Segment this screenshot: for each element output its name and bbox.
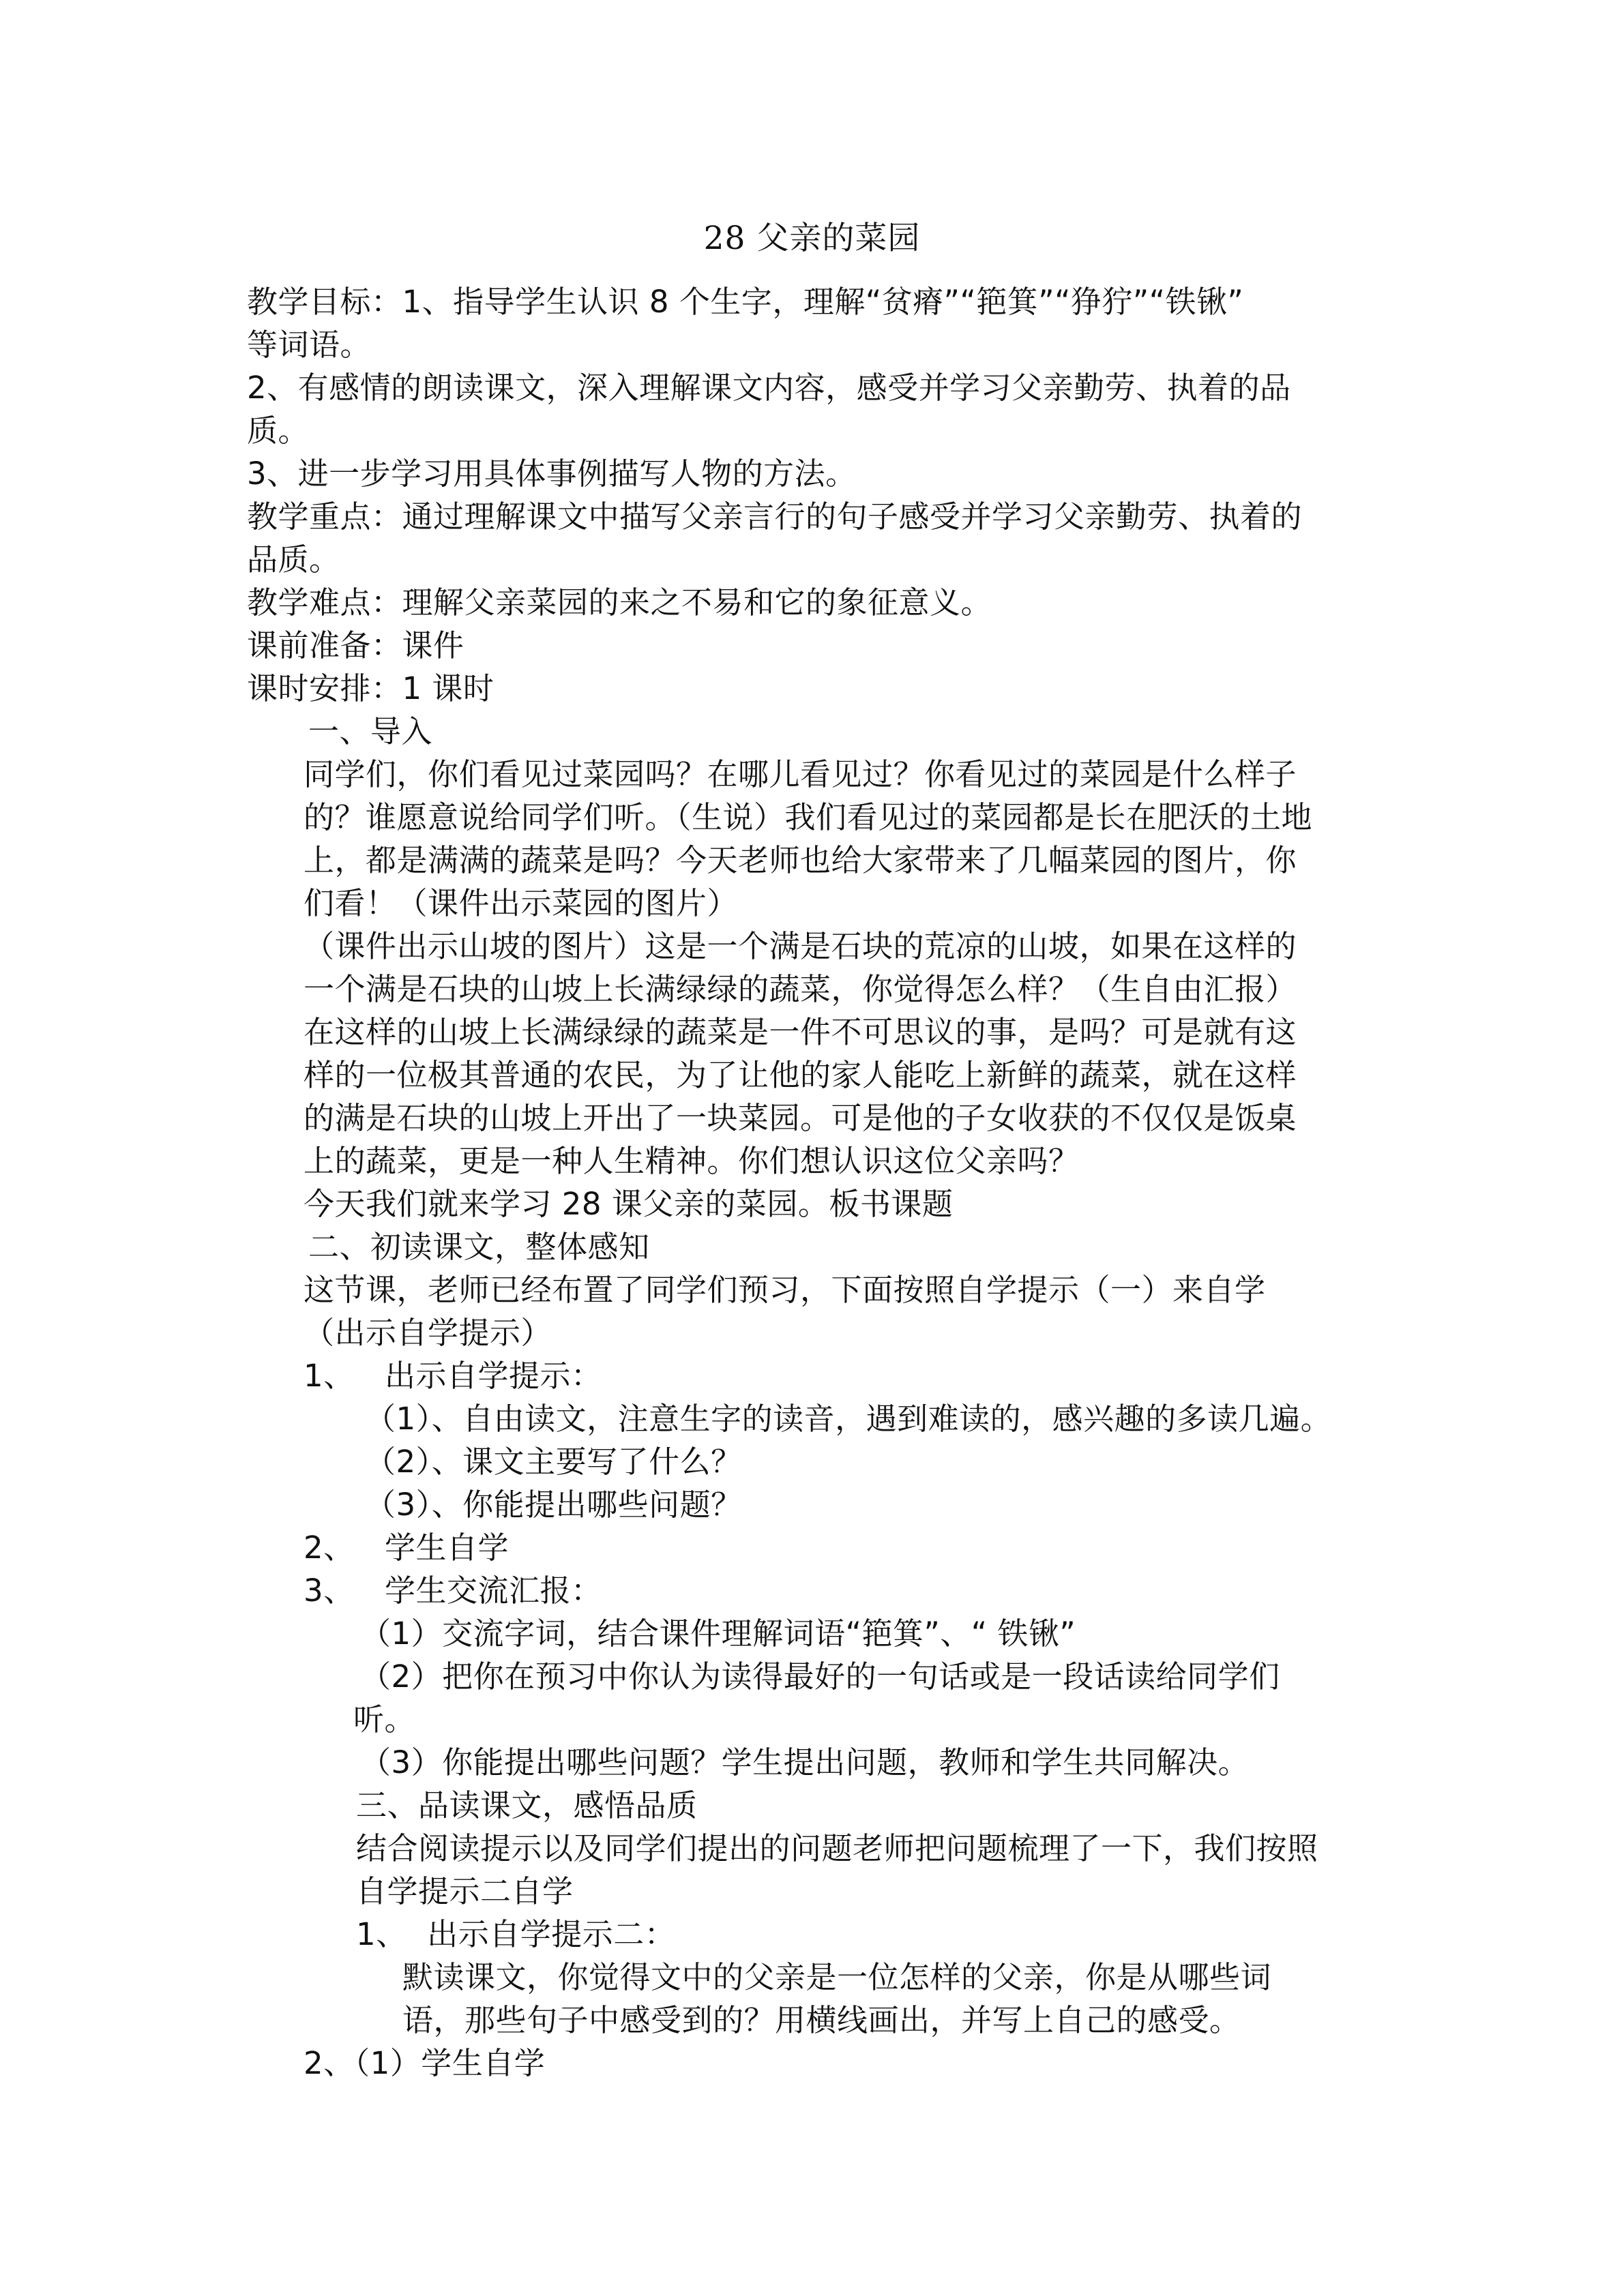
text-line: 教学目标：1、指导学生认识 8 个生字，理解“贫瘠”“筢箕”“狰狞”“铁锹” xyxy=(247,284,1244,320)
text-line: 等词语。 xyxy=(247,327,372,363)
text-line: 自学提示二自学 xyxy=(356,1873,574,1909)
text-line: 教学重点：通过理解课文中描写父亲言行的句子感受并学习父亲勤劳、执着的 xyxy=(247,498,1303,535)
text-line: 课前准备：课件 xyxy=(247,627,464,664)
section-heading: 一、导入 xyxy=(308,713,433,749)
text-line: 同学们，你们看见过菜园吗？在哪儿看见过？你看见过的菜园是什么样子 xyxy=(304,756,1297,792)
text-line: 教学难点：理解父亲菜园的来之不易和它的象征意义。 xyxy=(247,584,992,621)
list-item: （3）你能提出哪些问题？学生提出问题，教师和学生共同解决。 xyxy=(360,1744,1250,1780)
section-heading: 三、品读课文，感悟品质 xyxy=(356,1787,698,1823)
text-line: 们看！（课件出示菜园的图片） xyxy=(304,885,739,921)
text-line: 2、有感情的朗读课文，深入理解课文内容，感受并学习父亲勤劳、执着的品 xyxy=(247,370,1291,406)
text-line: 的满是石块的山坡上开出了一块菜园。可是他的子女收获的不仅仅是饭桌 xyxy=(304,1100,1297,1136)
text-line: 语，那些句子中感受到的？用横线画出，并写上自己的感受。 xyxy=(402,2002,1241,2038)
list-item: 2、（1）学生自学 xyxy=(304,2045,546,2081)
text-line: 默读课文，你觉得文中的父亲是一位怎样的父亲，你是从哪些词 xyxy=(402,1959,1272,1995)
text-line: （出示自学提示） xyxy=(304,1315,552,1351)
list-item: （2）、课文主要写了什么？ xyxy=(365,1444,742,1480)
list-item: （1）交流字词，结合课件理解词语“筢箕”、“ 铁锹” xyxy=(360,1615,1076,1652)
page-title: 28 父亲的菜园 xyxy=(703,220,921,257)
list-item: 2、 学生自学 xyxy=(304,1530,510,1566)
text-line: 课时安排：1 课时 xyxy=(247,670,494,706)
list-item: 1、 出示自学提示： xyxy=(304,1358,602,1394)
text-line: 的？谁愿意说给同学们听。（生说）我们看见过的菜园都是长在肥沃的土地 xyxy=(304,799,1313,835)
text-line: （课件出示山坡的图片）这是一个满是石块的荒凉的山坡，如果在这样的 xyxy=(304,928,1297,964)
text-line: 上，都是满满的蔬菜是吗？今天老师也给大家带来了几幅菜园的图片，你 xyxy=(304,842,1297,878)
text-line: 结合阅读提示以及同学们提出的问题老师把问题梳理了一下，我们按照 xyxy=(356,1830,1318,1866)
text-line: 样的一位极其普通的农民，为了让他的家人能吃上新鲜的蔬菜，就在这样 xyxy=(304,1057,1297,1093)
list-item: （2）把你在预习中你认为读得最好的一句话或是一段话读给同学们 xyxy=(360,1658,1280,1695)
text-line: 今天我们就来学习 28 课父亲的菜园。板书课题 xyxy=(304,1186,954,1222)
list-item: 3、 学生交流汇报： xyxy=(304,1572,602,1609)
list-item: 1、 出示自学提示二： xyxy=(356,1916,676,1952)
text-line: 3、进一步学习用具体事例描写人物的方法。 xyxy=(247,456,857,492)
text-line: 在这样的山坡上长满绿绿的蔬菜是一件不可思议的事，是吗？可是就有这 xyxy=(304,1014,1297,1050)
section-heading: 二、初读课文，整体感知 xyxy=(308,1229,650,1265)
list-item: （1）、自由读文，注意生字的读音，遇到难读的，感兴趣的多读几遍。 xyxy=(365,1401,1332,1437)
text-line: 品质。 xyxy=(247,541,340,578)
text-line: 听。 xyxy=(353,1701,416,1738)
text-line: 一个满是石块的山坡上长满绿绿的蔬菜，你觉得怎么样？（生自由汇报） xyxy=(304,971,1297,1007)
text-line: 上的蔬菜，更是一种人生精神。你们想认识这位父亲吗？ xyxy=(304,1143,1080,1179)
list-item: （3）、你能提出哪些问题？ xyxy=(365,1487,742,1523)
text-line: 质。 xyxy=(247,413,310,449)
text-line: 这节课，老师已经布置了同学们预习，下面按照自学提示（一）来自学 xyxy=(304,1272,1266,1308)
